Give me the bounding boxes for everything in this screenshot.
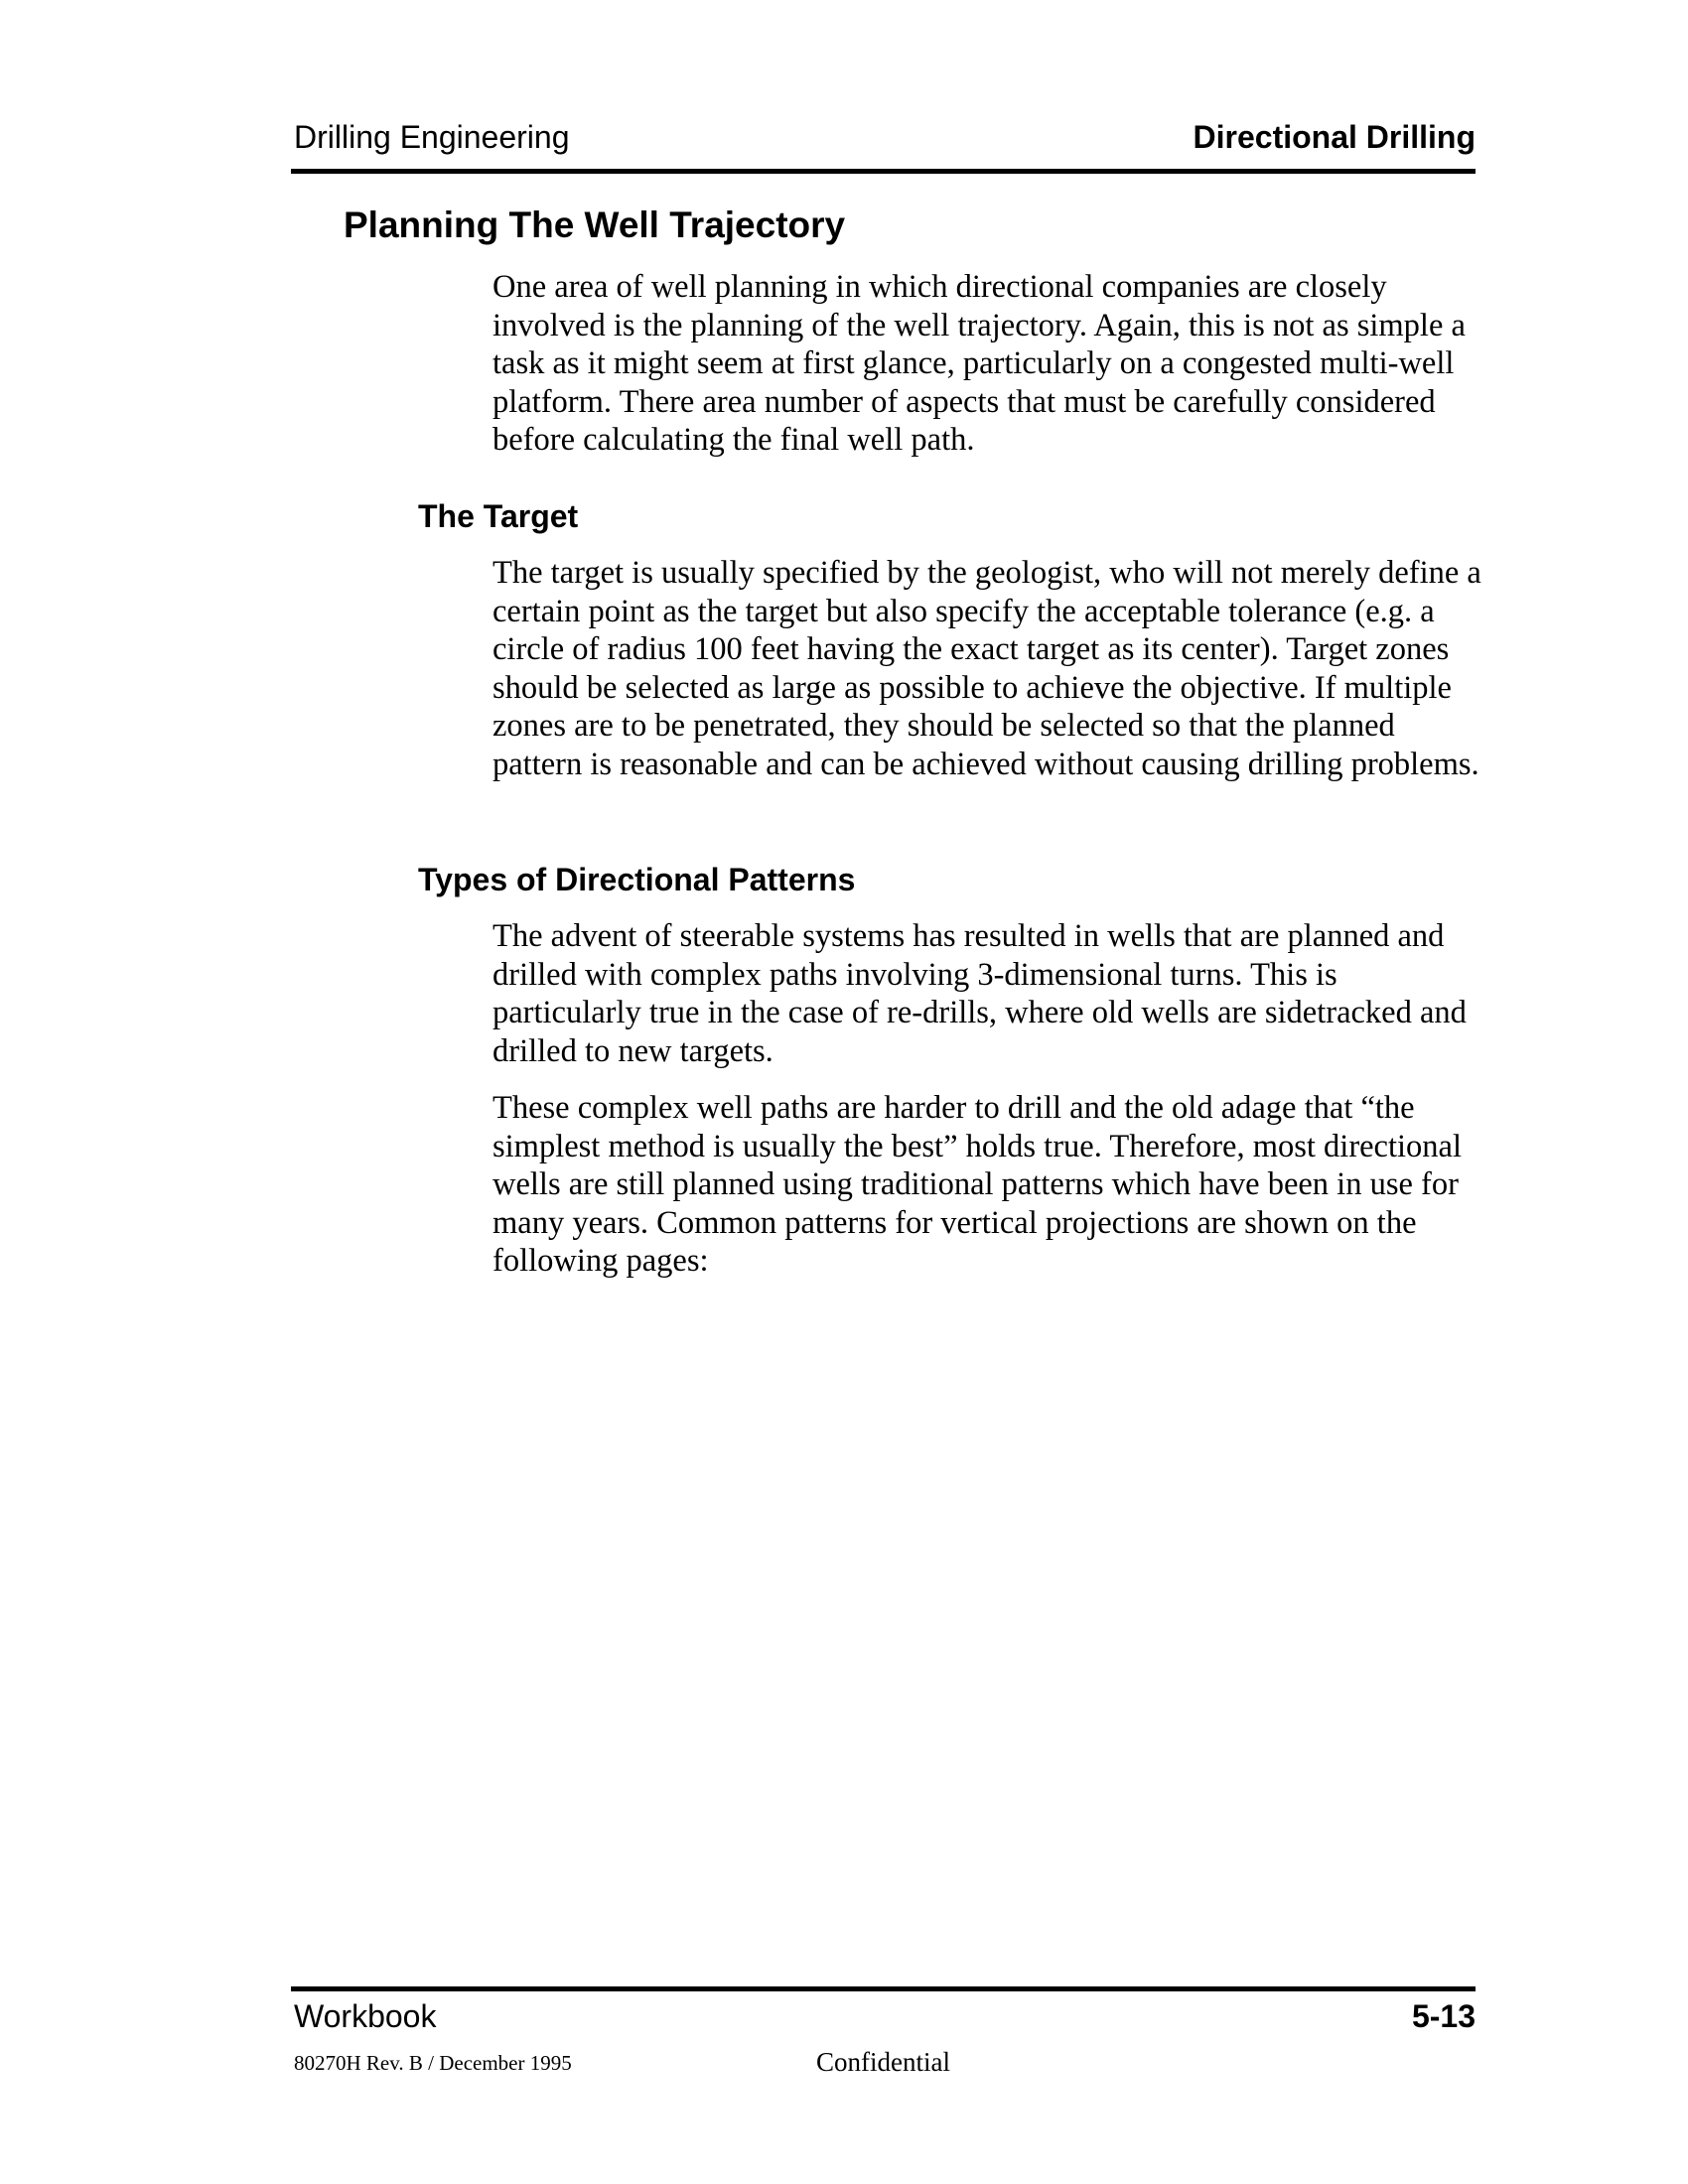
page-number: 5-13 [1411,1998,1476,2034]
patterns-paragraph-1: The advent of steerable systems has resulted in wells that are planned and drilled with complex paths involving 3-dimensional turns. This is particularly true in the case of re-drills, where old wells are sidetracked and drilled to new targets. [492,918,1467,1069]
footer-workbook-label: Workbook [294,1998,437,2034]
intro-paragraph: One area of well planning in which directional companies are closely involved is the planning of the well trajectory. Again, this is not as simple a task as it might seem at first glance, particularly on a congested multi-well platform. There area number of aspects that must be carefully considered before calculating the final well path. [492,269,1466,459]
patterns-heading: Types of Directional Patterns [418,862,856,897]
target-heading: The Target [418,498,579,534]
revision-info: 80270H Rev. B / December 1995 [294,2051,572,2075]
section-title: Planning The Well Trajectory [344,205,846,245]
confidential-label: Confidential [816,2047,950,2077]
target-paragraph: The target is usually specified by the geologist, who will not merely define a certain point as the target but also specify the acceptable tolerance (e.g. a circle of radius 100 feet having the exact target as its center). Target zones should be selected as large as possible to achieve the objective. If multiple zones are to be penetrated, they should be selected so that the planned pattern is reasonable and can be achieved without causing drilling problems. [492,555,1481,782]
running-header-left: Drilling Engineering [294,119,570,155]
footer-rule [291,1986,1476,1991]
running-header-right: Directional Drilling [1193,119,1476,155]
patterns-paragraph-2: These complex well paths are harder to drill and the old adage that “the simplest method is usually the best” holds true. Therefore, most directional wells are still planned using traditional patterns which have been in use for many years. Common patterns for vertical projections are shown on the following pages: [492,1090,1462,1280]
header-rule [291,169,1476,174]
